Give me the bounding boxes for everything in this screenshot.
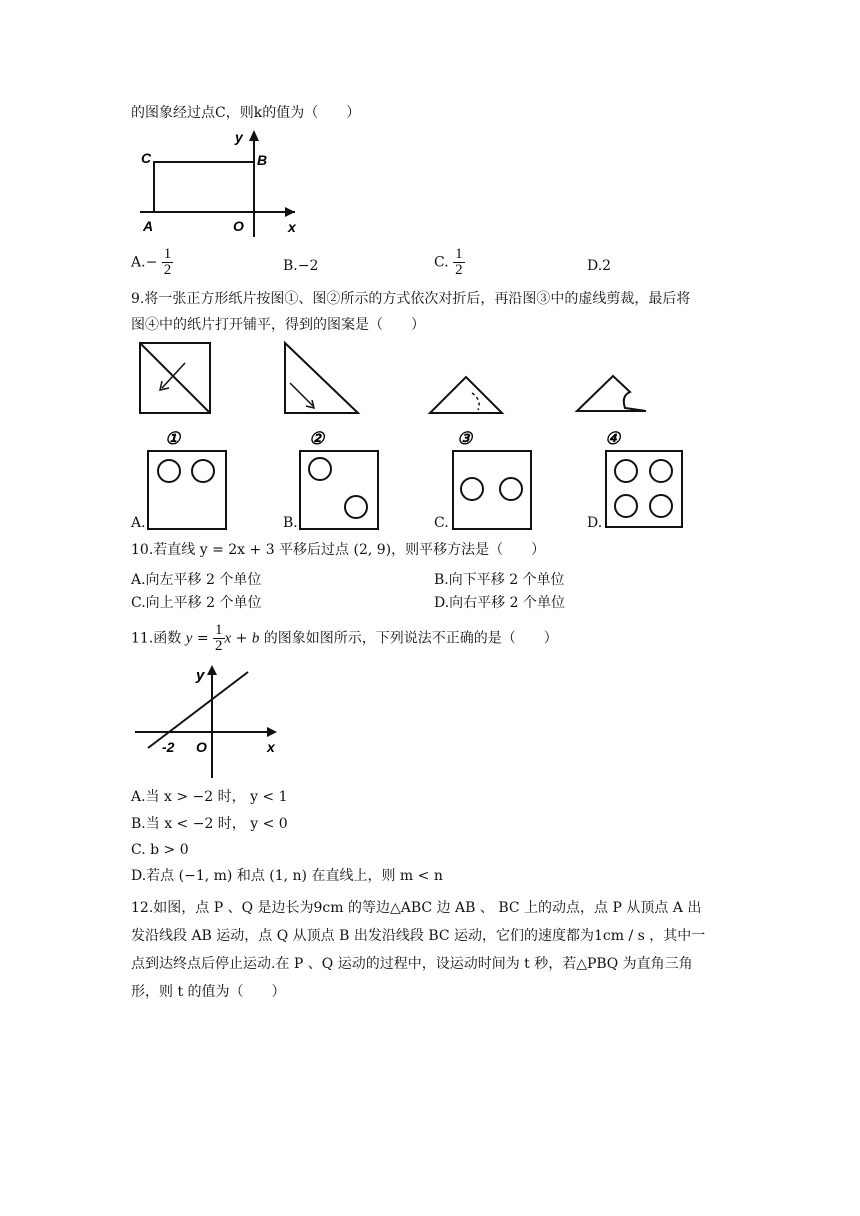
q9-fold-figures: [130, 338, 690, 448]
q9-option-a-figure: [148, 451, 226, 529]
q8-option-c[interactable]: C. $\frac{1}{2}$: [434, 246, 463, 278]
q9-stem-line1: 9.将一张正方形纸片按图①、图②所示的方式依次对折后，再沿图③中的虚线剪裁，最后将: [131, 291, 691, 307]
q9-fold-figure-4: [577, 376, 646, 411]
q9-option-figures: [140, 445, 700, 535]
q9-option-d-figure: [606, 451, 682, 527]
q8-label-o: O: [233, 218, 244, 234]
q11-label-x: x: [267, 739, 275, 755]
q8-label-b: B: [257, 152, 268, 168]
q10-option-c[interactable]: C.向上平移 2 个单位: [131, 595, 262, 611]
q8-option-c-fraction: $\frac{1}{2}$: [455, 246, 463, 278]
q12-line4: 形，则 t 的值为（ ）: [131, 984, 286, 1000]
q11-label-y: y: [196, 667, 205, 684]
q8-label-y: y: [235, 129, 243, 145]
q8-option-a[interactable]: A.− $\frac{1}{2}$: [131, 246, 172, 278]
q9-figure-label-1: ①: [165, 429, 181, 448]
q9-stem-line2: 图④中的纸片打开铺平，得到的图案是（ ）: [131, 317, 425, 333]
q8-label-a: A: [143, 218, 154, 234]
q9-option-b-label[interactable]: B.: [283, 515, 298, 531]
q10-stem: 10.若直线 y = 2x + 3 平移后过点 (2, 9)，则平移方法是（ ）: [131, 542, 546, 558]
q8-option-d[interactable]: D.2: [587, 258, 612, 274]
q9-fold-figure-2: [285, 343, 358, 413]
q9-option-b-figure: [300, 451, 378, 529]
q9-option-c-figure: [453, 451, 531, 529]
q11-figure: [130, 660, 290, 785]
q12-line1: 12.如图，点 P 、Q 是边长为9cm 的等边△ABC 边 AB 、 BC 上的动点，点 P 从顶点 A 出: [131, 900, 702, 916]
q10-option-d[interactable]: D.向右平移 2 个单位: [434, 595, 565, 611]
q11-option-a[interactable]: A.当 x > −2 时， y < 1: [131, 789, 288, 805]
q11-option-b[interactable]: B.当 x < −2 时， y < 0: [131, 816, 288, 832]
q12-line3: 点到达终点后停止运动.在 P 、Q 运动的过程中，设运动时间为 t 秒，若△PBQ 为直角三角: [131, 956, 693, 972]
q11-label-minus2: -2: [162, 739, 175, 755]
q11-stem: 11.函数 y = $\frac{1}{2}$ x + b 的图象如图所示，下列说法不正确的是（ ）: [131, 622, 558, 654]
q10-option-b[interactable]: B.向下平移 2 个单位: [434, 572, 565, 588]
q12-line2: 发沿线段 AB 运动，点 Q 从顶点 B 出发沿线段 BC 运动，它们的速度都为1cm / s ，其中一: [131, 928, 706, 944]
q9-figure-label-2: ②: [309, 429, 325, 448]
q8-stem-tail: 的图象经过点C，则k的值为（ ）: [131, 105, 361, 121]
q8-label-c: C: [141, 150, 152, 166]
q11-stem-fraction: $\frac{1}{2}$: [215, 622, 223, 654]
q8-option-a-fraction: $\frac{1}{2}$: [163, 246, 172, 278]
q11-label-o: O: [196, 739, 207, 755]
q9-figure-label-3: ③: [457, 429, 473, 448]
q9-fold-figure-1: [140, 343, 210, 413]
q11-option-d[interactable]: D.若点 (−1, m) 和点 (1, n) 在直线上，则 m < n: [131, 868, 443, 884]
q9-option-d-label[interactable]: D.: [587, 515, 603, 531]
q8-figure: [135, 125, 310, 240]
q9-option-c-label[interactable]: C.: [434, 515, 449, 531]
q11-option-c[interactable]: C. b > 0: [131, 842, 189, 858]
q9-fold-figure-3: [430, 377, 502, 413]
q9-option-a-label[interactable]: A.: [131, 515, 146, 531]
q8-option-b[interactable]: B.−2: [283, 258, 319, 274]
q8-label-x: x: [288, 219, 296, 235]
q9-figure-label-4: ④: [605, 429, 621, 448]
q10-option-a[interactable]: A.向左平移 2 个单位: [131, 572, 262, 588]
